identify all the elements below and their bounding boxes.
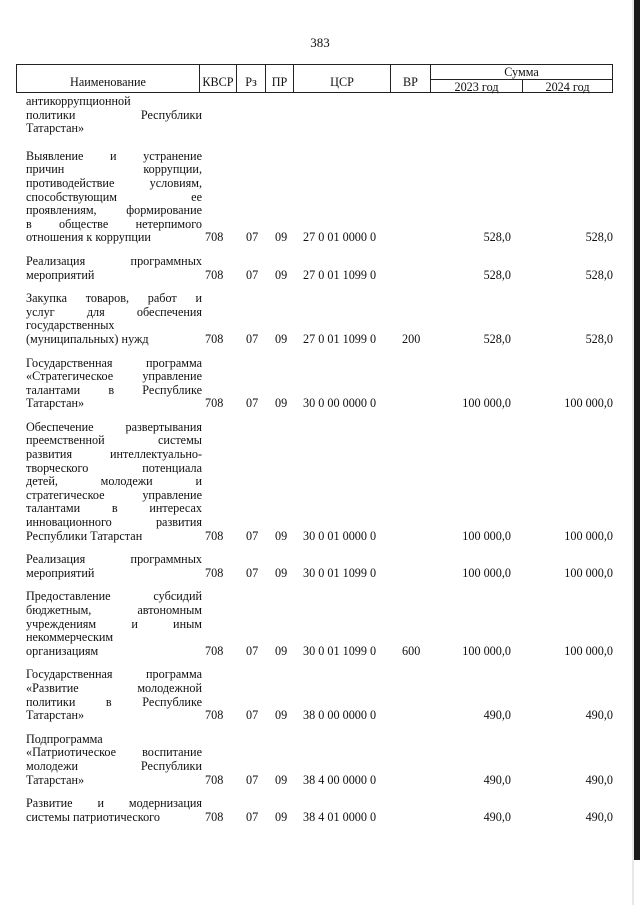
row-name — [26, 421, 202, 543]
row-name-line: Подпрограмма — [26, 731, 103, 746]
row-name-line: талантами в интересах — [26, 501, 202, 516]
header-rz: Рз — [236, 64, 266, 93]
row-rz: 07 — [246, 809, 259, 824]
row-name-line: талантами в Республике — [26, 382, 202, 397]
row-sum-2024: 100 000,0 — [564, 643, 613, 658]
row-name-line: учреждениям и иным — [26, 616, 202, 631]
row-sum-2024: 100 000,0 — [564, 528, 613, 543]
row-kvsr: 708 — [205, 565, 224, 580]
row-name — [26, 590, 202, 658]
row-name-line: детей, молодежи и — [26, 474, 202, 489]
row-sum-2024: 100 000,0 — [564, 396, 613, 411]
row-name-line: мероприятий — [26, 565, 95, 580]
row-name-line: развития интеллектуально- — [26, 447, 202, 462]
row-rz: 07 — [246, 565, 259, 580]
row-sum-2023: 100 000,0 — [462, 565, 511, 580]
page-number: 383 — [310, 35, 330, 50]
row-rz: 07 — [246, 708, 259, 723]
row-csr: 38 0 00 0000 0 — [303, 708, 377, 723]
table-body — [16, 95, 613, 834]
row-name — [26, 95, 202, 136]
row-rz: 07 — [246, 396, 259, 411]
row-rz: 07 — [246, 643, 259, 658]
row-sum-2023: 100 000,0 — [462, 643, 511, 658]
row-name — [26, 150, 202, 245]
row-name — [26, 668, 202, 722]
row-sum-2024: 490,0 — [585, 809, 613, 824]
table-row — [16, 590, 613, 658]
row-name-line: Реализация программных — [26, 253, 202, 268]
row-sum-2024: 528,0 — [585, 331, 613, 346]
row-pr: 09 — [275, 565, 288, 580]
row-csr: 38 4 00 0000 0 — [303, 772, 377, 787]
row-csr: 30 0 01 0000 0 — [303, 528, 377, 543]
row-name-line: Татарстан» — [26, 772, 85, 787]
row-csr: 27 0 01 1099 0 — [303, 331, 377, 346]
row-pr: 09 — [275, 396, 288, 411]
row-name-line: Государственная программа — [26, 667, 202, 682]
row-pr: 09 — [275, 643, 288, 658]
row-sum-2023: 490,0 — [483, 809, 511, 824]
row-name-line: Развитие и модернизация — [26, 796, 202, 811]
row-name — [26, 357, 202, 411]
row-name-line: государственных — [26, 318, 115, 333]
row-name-line: системы патриотического — [26, 809, 160, 824]
row-name-line: Выявление и устранение — [26, 148, 202, 163]
table-row — [16, 292, 613, 346]
row-sum-2024: 528,0 — [585, 267, 613, 282]
table-row — [16, 357, 613, 411]
row-name-line: бюджетным, автономным — [26, 603, 202, 617]
row-kvsr: 708 — [205, 708, 224, 723]
row-name-line: Закупка товаров, работ и — [26, 291, 202, 306]
row-name-line: отношения к коррупции — [26, 230, 151, 245]
header-kvsr: КВСР — [199, 64, 237, 93]
table-row — [16, 255, 613, 282]
row-name-line: Государственная программа — [26, 355, 202, 370]
row-name-line: (муниципальных) нужд — [26, 331, 149, 346]
row-name-line: способствующим ее — [26, 189, 202, 204]
row-name-line: Реализация программных — [26, 552, 202, 567]
row-name-line: Обеспечение развертывания — [26, 419, 202, 434]
row-csr: 27 0 01 1099 0 — [303, 267, 377, 282]
header-vr: ВР — [390, 64, 431, 93]
table-header — [16, 64, 613, 94]
row-name-line: «Развитие молодежной — [26, 680, 202, 695]
row-name-line: политики в Республике — [26, 694, 202, 709]
row-name-line: организациям — [26, 643, 99, 658]
table-row — [16, 797, 613, 824]
row-name — [26, 255, 202, 282]
row-name — [26, 797, 202, 824]
row-name-line: в обществе нетерпимого — [26, 216, 202, 231]
row-name — [26, 553, 202, 580]
row-rz: 07 — [246, 331, 259, 346]
row-name-line: причин коррупции, — [26, 162, 202, 177]
scan-edge-border — [634, 0, 640, 860]
row-name-line: творческого потенциала — [26, 460, 202, 475]
row-pr: 09 — [275, 809, 288, 824]
row-name-line: инновационного развития — [26, 515, 202, 530]
row-kvsr: 708 — [205, 331, 224, 346]
row-kvsr: 708 — [205, 396, 224, 411]
row-csr: 30 0 01 1099 0 — [303, 643, 377, 658]
row-kvsr: 708 — [205, 809, 224, 824]
row-sum-2023: 528,0 — [483, 230, 511, 245]
row-name — [26, 292, 202, 346]
row-csr: 27 0 01 0000 0 — [303, 230, 377, 245]
row-rz: 07 — [246, 267, 259, 282]
row-sum-2024: 528,0 — [585, 230, 613, 245]
row-kvsr: 708 — [205, 267, 224, 282]
row-name-line: Татарстан» — [26, 121, 85, 136]
row-name-line: проявлениям, формирование — [26, 203, 202, 218]
row-sum-2023: 528,0 — [483, 267, 511, 282]
row-pr: 09 — [275, 772, 288, 787]
row-sum-2023: 100 000,0 — [462, 528, 511, 543]
header-pr: ПР — [265, 64, 294, 93]
row-csr: 30 0 00 0000 0 — [303, 396, 377, 411]
header-csr: ЦСР — [293, 64, 391, 93]
row-sum-2023: 528,0 — [483, 331, 511, 346]
table-row — [16, 553, 613, 580]
row-sum-2024: 490,0 — [585, 708, 613, 723]
row-csr: 38 4 01 0000 0 — [303, 809, 377, 824]
row-sum-2024: 490,0 — [585, 772, 613, 787]
row-rz: 07 — [246, 528, 259, 543]
row-name-line: Татарстан» — [26, 396, 85, 411]
row-name-line: услуг для обеспечения — [26, 304, 202, 319]
row-name-line: молодежи Республики — [26, 758, 202, 773]
table-row — [16, 95, 613, 136]
row-name-line: Республики Татарстан — [26, 528, 143, 543]
row-name-line: Татарстан» — [26, 708, 85, 723]
row-sum-2023: 490,0 — [483, 708, 511, 723]
row-rz: 07 — [246, 772, 259, 787]
row-name-line: противодействие условиям, — [26, 175, 202, 190]
row-pr: 09 — [275, 267, 288, 282]
row-name-line: «Стратегическое управление — [26, 369, 202, 384]
row-kvsr: 708 — [205, 230, 224, 245]
row-kvsr: 708 — [205, 528, 224, 543]
table-row — [16, 668, 613, 722]
row-name-line: стратегическое управление — [26, 487, 202, 502]
row-vr: 200 — [402, 331, 421, 346]
row-pr: 09 — [275, 331, 288, 346]
header-sum — [430, 64, 613, 93]
row-name — [26, 733, 202, 787]
row-sum-2024: 100 000,0 — [564, 565, 613, 580]
header-sum-title: Сумма — [504, 65, 539, 79]
row-vr: 600 — [402, 643, 421, 658]
row-sum-2023: 100 000,0 — [462, 396, 511, 411]
table-row — [16, 733, 613, 787]
row-kvsr: 708 — [205, 772, 224, 787]
header-name: Наименование — [16, 64, 200, 93]
row-csr: 30 0 01 1099 0 — [303, 565, 377, 580]
header-year-2024: 2024 год — [523, 79, 612, 93]
row-name-line: антикоррупционной — [26, 94, 131, 108]
row-name-line: мероприятий — [26, 267, 95, 282]
row-pr: 09 — [275, 708, 288, 723]
row-name-line: политики Республики — [26, 107, 202, 122]
row-name-line: Предоставление субсидий — [26, 589, 202, 604]
row-rz: 07 — [246, 230, 259, 245]
row-pr: 09 — [275, 230, 288, 245]
table-row — [16, 421, 613, 543]
table-row — [16, 150, 613, 245]
header-year-2023: 2023 год — [431, 79, 523, 93]
row-name-line: преемственной системы — [26, 433, 202, 448]
row-kvsr: 708 — [205, 643, 224, 658]
row-name-line: некоммерческим — [26, 630, 114, 645]
row-sum-2023: 490,0 — [483, 772, 511, 787]
row-name-line: «Патриотическое воспитание — [26, 745, 202, 760]
row-pr: 09 — [275, 528, 288, 543]
